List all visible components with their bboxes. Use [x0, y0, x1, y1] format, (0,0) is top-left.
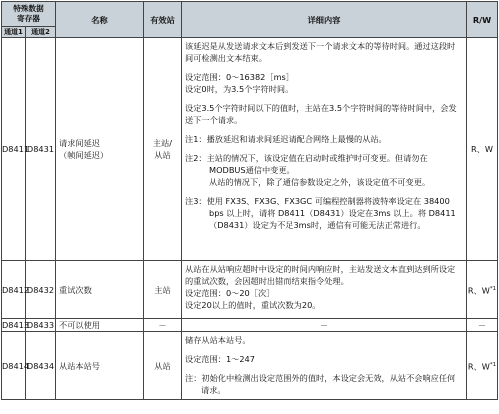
- rw-cell: [467, 332, 498, 400]
- ch1-cell: D8414: [2, 332, 26, 400]
- station-cell: 从站: [144, 332, 182, 400]
- channel2-header: 通道2: [26, 27, 56, 38]
- detail-text: 设定范围：0～16382［ms］: [185, 72, 294, 82]
- rw-footnote: *1: [489, 285, 497, 292]
- rw-cell: －: [467, 319, 498, 332]
- rw-cell: [467, 261, 498, 319]
- name-cell: 从站本站号: [56, 332, 144, 400]
- detail-text: 设定范围：1～247: [185, 354, 255, 364]
- ch2-cell: D8431: [26, 38, 56, 261]
- station-cell: －: [144, 319, 182, 332]
- rw-header: R/W: [467, 2, 498, 38]
- name-cell: 请求间延迟 （帧间延迟）: [56, 38, 144, 261]
- station-cell: 主站/ 从站: [144, 38, 182, 261]
- detail-note: 注：初始化中检测出设定范围外的值时，本设定会无效，从站不会响应任何请求。: [185, 373, 456, 395]
- name-cell: 不可以使用: [56, 319, 144, 332]
- ch1-cell: D8411: [2, 38, 26, 261]
- name-header: 名称: [56, 2, 144, 38]
- table-row: [2, 319, 498, 332]
- name-cell: 重试次数: [56, 261, 144, 319]
- details-cell: －: [182, 319, 467, 332]
- ch2-cell: D8432: [26, 261, 56, 319]
- detail-text: 储存从站本站号。: [185, 335, 251, 345]
- ch2-cell: D8433: [26, 320, 55, 330]
- details-cell: [182, 38, 467, 261]
- details-header: 详细内容: [182, 2, 467, 38]
- details-cell: [182, 261, 467, 319]
- valid-station-header: 有效站: [144, 2, 182, 38]
- detail-note: 注1：播放延迟和请求间延迟请配合网络上最慢的从站。: [185, 134, 387, 144]
- detail-text: 该延迟是从发送请求文本后到发送下一个请求文本的等待时间。通过这段时间可检测出文本结束。: [185, 41, 456, 63]
- rw-footnote: *1: [489, 361, 497, 368]
- details-cell: [182, 332, 467, 400]
- table-row: [2, 261, 498, 319]
- detail-note: 从站的情况下，除了通信参数设定之外，该设定值不可变更。: [209, 177, 431, 187]
- special-register-table: [1, 1, 498, 400]
- rw-value: R、W: [467, 361, 490, 372]
- ch2-cell: D8434: [26, 332, 56, 400]
- detail-text: 设定范围：0～20［次］: [185, 288, 275, 298]
- table-row: [2, 38, 498, 261]
- header-row: [2, 2, 498, 27]
- channel1-header: 通道1: [2, 27, 26, 38]
- station-cell: 主站: [144, 261, 182, 319]
- detail-note: 注2：主站的情况下，该设定值在启动时或维护时可变更。但请勿在MODBUS通信中变更。: [185, 153, 428, 175]
- ch1-cell: D8413: [2, 320, 30, 330]
- detail-text: 设定3.5个字符时间以下的值时，主站在3.5个字符时间的等待时间中，会发送下一个请求。: [185, 103, 457, 125]
- ch1-cell: D8412: [2, 261, 26, 319]
- detail-text: 设定0时，为3.5个字符时间。: [185, 84, 294, 94]
- detail-text: 从站在从站响应超时中设定的时间内响应时，主站发送文本直到达到所设定的重试次数，会因超时出错而结束指令处理。: [185, 264, 456, 286]
- detail-note: 注3：使用 FX3S、FX3G、FX3GC 可编程控制器将波特率设定在 38400 bps 以上时，请将 D8411（D8431）设定在3ms 以上。将 D8411（D8431）设定为不足3ms时，通信有可能无法正常进行。: [185, 196, 456, 230]
- table-row: [2, 332, 498, 400]
- detail-text: 设定20以上的值时，重试次数为20。: [185, 300, 321, 310]
- rw-value: R、W: [467, 285, 490, 296]
- rw-cell: R、W: [467, 38, 498, 261]
- special-register-header: 特殊数据 寄存器: [2, 2, 56, 27]
